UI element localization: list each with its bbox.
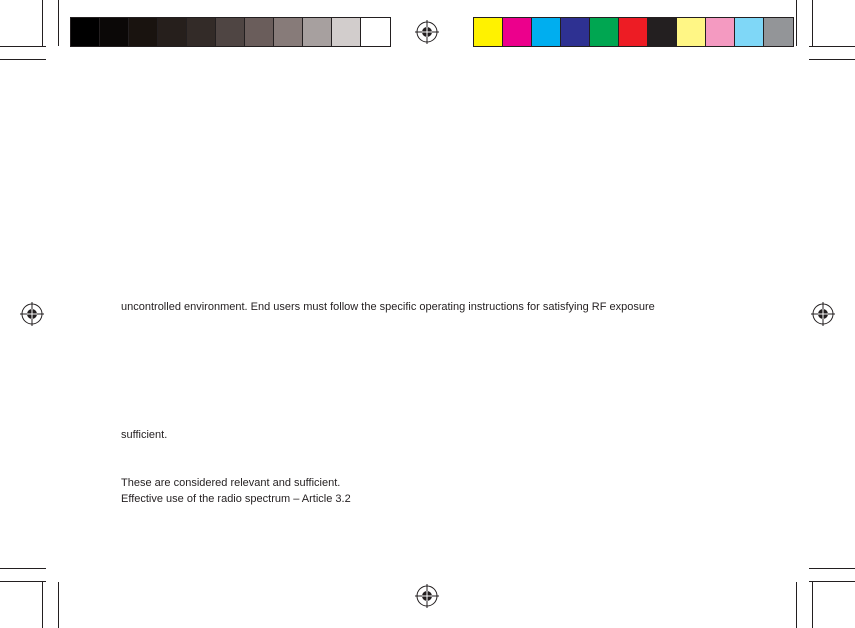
crop-mark	[42, 0, 43, 46]
color-swatch	[216, 18, 245, 46]
color-swatch	[706, 18, 735, 46]
color-swatch	[474, 18, 503, 46]
crop-mark	[809, 59, 855, 60]
crop-mark	[0, 46, 46, 47]
crop-mark	[809, 46, 855, 47]
crop-mark	[809, 568, 855, 569]
color-swatch-bar	[473, 17, 794, 47]
crop-mark	[58, 582, 59, 628]
color-swatch	[361, 18, 390, 46]
color-swatch	[590, 18, 619, 46]
color-swatch	[503, 18, 532, 46]
crop-mark	[812, 0, 813, 46]
color-swatch	[764, 18, 793, 46]
body-text-line: sufficient.	[121, 429, 168, 441]
color-swatch	[561, 18, 590, 46]
crop-mark	[42, 582, 43, 628]
color-swatch	[303, 18, 332, 46]
crop-mark	[0, 581, 46, 582]
body-text-line: These are considered relevant and sufficient.	[121, 477, 341, 489]
crop-mark	[812, 582, 813, 628]
color-swatch	[245, 18, 274, 46]
registration-target-icon	[415, 20, 439, 44]
color-swatch	[619, 18, 648, 46]
crop-mark	[796, 0, 797, 46]
color-swatch	[187, 18, 216, 46]
color-swatch	[735, 18, 764, 46]
crop-mark	[796, 582, 797, 628]
crop-mark	[809, 581, 855, 582]
body-text-line: uncontrolled environment. End users must follow the specific operating instructions for satisfying RF exposure	[121, 301, 655, 313]
color-swatch	[129, 18, 158, 46]
registration-target-icon	[811, 302, 835, 326]
color-swatch	[100, 18, 129, 46]
color-swatch	[158, 18, 187, 46]
registration-target-icon	[20, 302, 44, 326]
crop-mark	[58, 0, 59, 46]
color-swatch	[71, 18, 100, 46]
registration-target-icon	[415, 584, 439, 608]
color-swatch	[274, 18, 303, 46]
crop-mark	[0, 568, 46, 569]
crop-mark	[0, 59, 46, 60]
color-swatch	[677, 18, 706, 46]
color-swatch	[532, 18, 561, 46]
grayscale-swatch-bar	[70, 17, 391, 47]
color-swatch	[332, 18, 361, 46]
color-swatch	[648, 18, 677, 46]
body-text-line: Effective use of the radio spectrum – Article 3.2	[121, 493, 351, 505]
